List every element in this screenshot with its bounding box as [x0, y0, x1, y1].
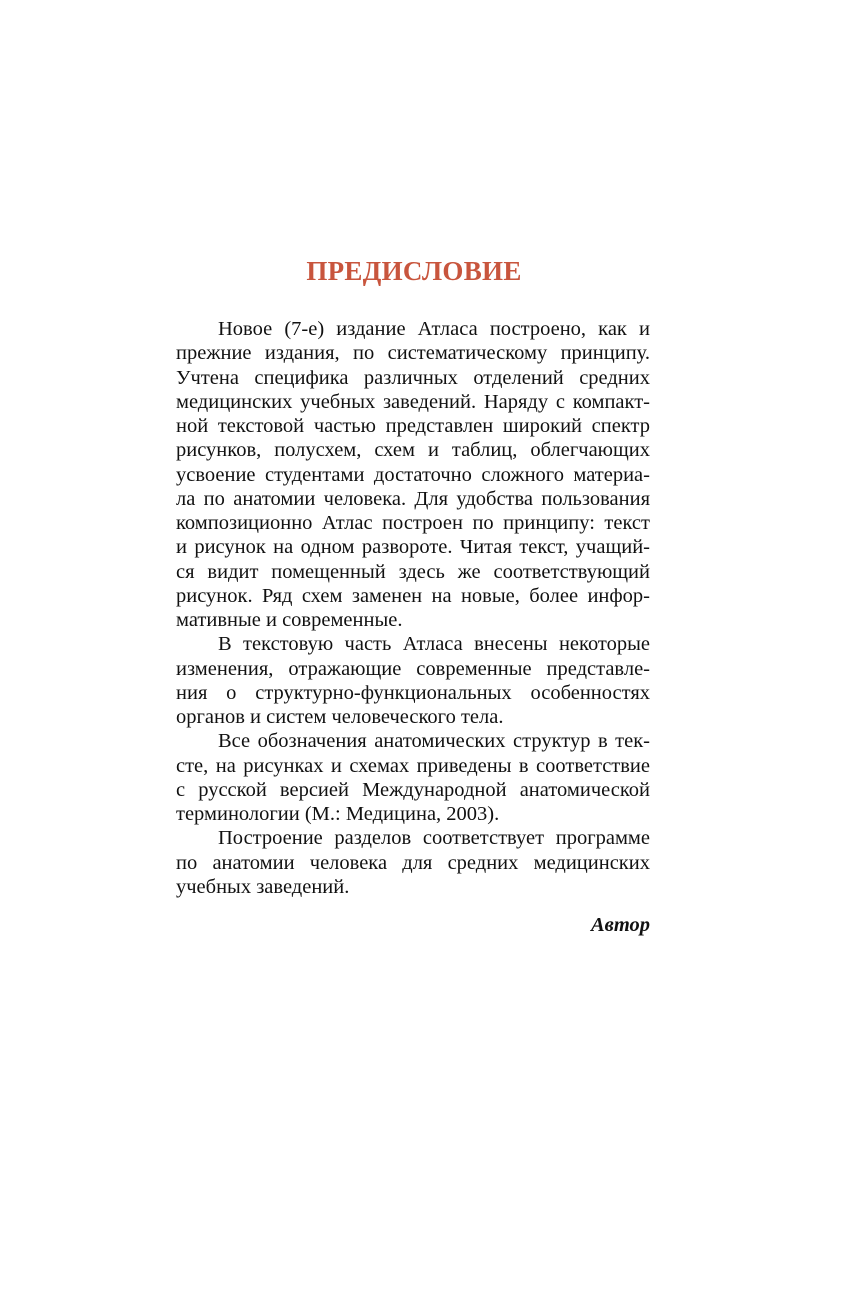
text-line: ся видит помещенный здесь же соответствующий: [176, 560, 650, 583]
text-line: с русской версией Международной анатомической: [176, 778, 650, 801]
paragraph: [176, 317, 650, 632]
text-line: композиционно Атлас построен по принципу: текст: [176, 512, 650, 534]
text-line: усвоение студентами достаточно сложного материа-: [176, 463, 650, 486]
text-line: сте, на рисунках и схемах приведены в соответствие: [176, 754, 650, 777]
text-line: ния о структурно-функциональных особенностях: [176, 681, 650, 704]
text-line: изменения, отражающие современные представле-: [176, 657, 650, 680]
text-line: учебных заведений.: [176, 875, 350, 898]
preface-body: [176, 317, 650, 899]
text-line: В текстовую часть Атласа внесены некоторые: [218, 633, 650, 656]
text-line: рисунок. Ряд схем заменен на новые, более инфор-: [176, 584, 650, 607]
text-line: Новое (7-е) издание Атласа построено, как и: [218, 318, 650, 340]
text-line: ла по анатомии человека. Для удобства пользования: [176, 487, 650, 510]
text-line: Все обозначения анатомических структур в тек-: [218, 730, 650, 753]
text-line: органов и систем человеческого тела.: [176, 706, 504, 728]
text-line: по анатомии человека для средних медицинских: [176, 851, 650, 874]
text-line: медицинских учебных заведений. Наряду с компакт-: [176, 390, 650, 413]
paragraph: [176, 826, 650, 899]
text-line: Построение разделов соответствует программе: [218, 827, 650, 850]
text-line: и рисунок на одном развороте. Читая текст, учащий-: [176, 536, 650, 559]
author-signature: Автор: [590, 914, 650, 936]
text-line: прежние издания, по систематическому принципу.: [176, 342, 650, 365]
text-line: рисунков, полусхем, схем и таблиц, облегчающих: [176, 439, 650, 462]
text-line: мативные и современные.: [176, 609, 403, 631]
text-line: терминологии (М.: Медицина, 2003).: [176, 803, 500, 825]
text-line: ной текстовой частью представлен широкий спектр: [176, 415, 650, 437]
paragraph: [176, 729, 650, 826]
paragraph: [176, 632, 650, 729]
page-title: ПРЕДИСЛОВИЕ: [306, 256, 522, 286]
text-line: Учтена специфика различных отделений средних: [176, 366, 650, 389]
